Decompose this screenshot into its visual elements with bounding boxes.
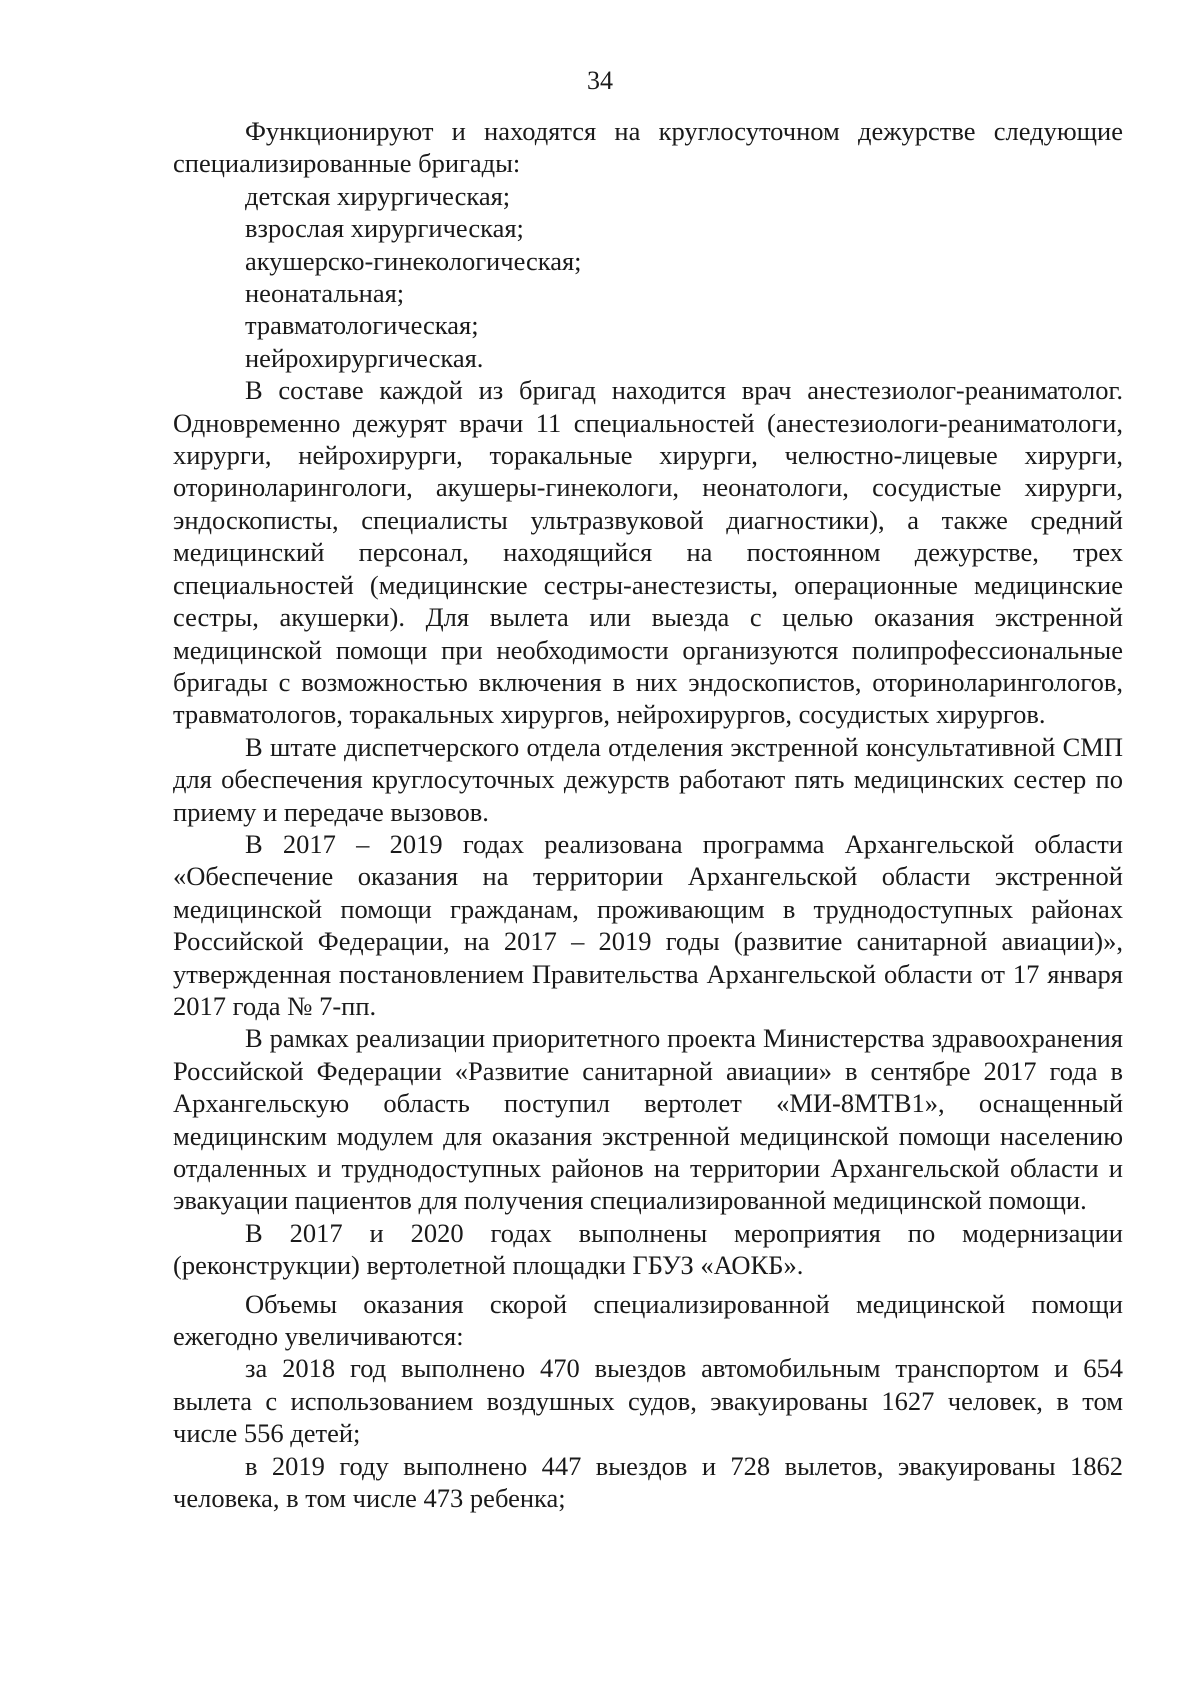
brigade-list-item: нейрохирургическая. [245, 342, 484, 373]
brigade-list-item: взрослая хирургическая; [245, 213, 524, 244]
stats-2019-paragraph: в 2019 году выполнено 447 выездов и 728 вылетов, эвакуированы 1862 человека, в том числе 473 ребенка; [173, 1450, 1123, 1514]
helipad-paragraph: В 2017 и 2020 годах выполнены мероприятия по модернизации (реконструкции) вертолетной площадки ГБУЗ «АОКБ». [173, 1217, 1123, 1281]
brigade-list-item: неонатальная; [245, 278, 405, 309]
page-number: 34 [587, 66, 613, 95]
dispatch-paragraph: В штате диспетчерского отдела отделения экстренной консультативной СМП для обеспечения круглосуточных дежурств работают пять медицинских сестер по приему и передаче вызовов. [173, 731, 1123, 827]
brigade-list-item: акушерско-гинекологическая; [245, 245, 582, 276]
brigade-list-item: травматологическая; [245, 310, 479, 341]
brigade-list-item: детская хирургическая; [245, 180, 511, 211]
program-paragraph: В 2017 – 2019 годах реализована программа Архангельской области «Обеспечение оказания на территории Архангельской области экстренной медицинской помощи гражданам, проживающим в труднодоступных районах Российской Федерации, на 2017 – 2019 годы (развитие санитарной авиации)», утвержденная постановлением Правительства Архангельской области от 17 января 2017 года № 7-пп. [173, 828, 1123, 1021]
staffing-paragraph: В составе каждой из бригад находится врач анестезиолог-реаниматолог. Одновременно дежурят врачи 11 специальностей (анестезиологи-реаниматологи, хирурги, нейрохирурги, торакальные хирурги, челюстно-лицевые хирурги, оториноларингологи, акушеры-гинекологи, неонатологи, сосудистые хирурги, эндоскописты, специалисты ультразвуковой диагностики), а также средний медицинский персонал, находящийся на постоянном дежурстве, трех специальностей (медицинские сестры-анестезисты, операционные медицинские сестры, акушерки). Для вылета или выезда с целью оказания экстренной медицинской помощи при необходимости организуются полипрофессиональные бригады с возможностью включения в них эндоскопистов, оториноларингологов, травматологов, торакальных хирургов, нейрохирургов, сосудистых хирургов. [173, 375, 1123, 730]
document-body [173, 115, 1123, 1514]
intro-paragraph: Функционируют и находятся на круглосуточном дежурстве следующие специализированные бригады: [173, 116, 1123, 179]
stats-2018-paragraph: за 2018 год выполнено 470 выездов автомобильным транспортом и 654 вылета с использованием воздушных судов, эвакуированы 1627 человек, в том числе 556 детей; [173, 1353, 1123, 1449]
volumes-paragraph: Объемы оказания скорой специализированной медицинской помощи ежегодно увеличиваются: [173, 1288, 1123, 1352]
helicopter-paragraph: В рамках реализации приоритетного проекта Министерства здравоохранения Российской Федерации «Развитие санитарной авиации» в сентябре 2017 года в Архангельскую область поступил вертолет «МИ-8МТВ1», оснащенный медицинским модулем для оказания экстренной медицинской помощи населению отдаленных и труднодоступных районов на территории Архангельской области и эвакуации пациентов для получения специализированной медицинской помощи. [173, 1023, 1123, 1216]
